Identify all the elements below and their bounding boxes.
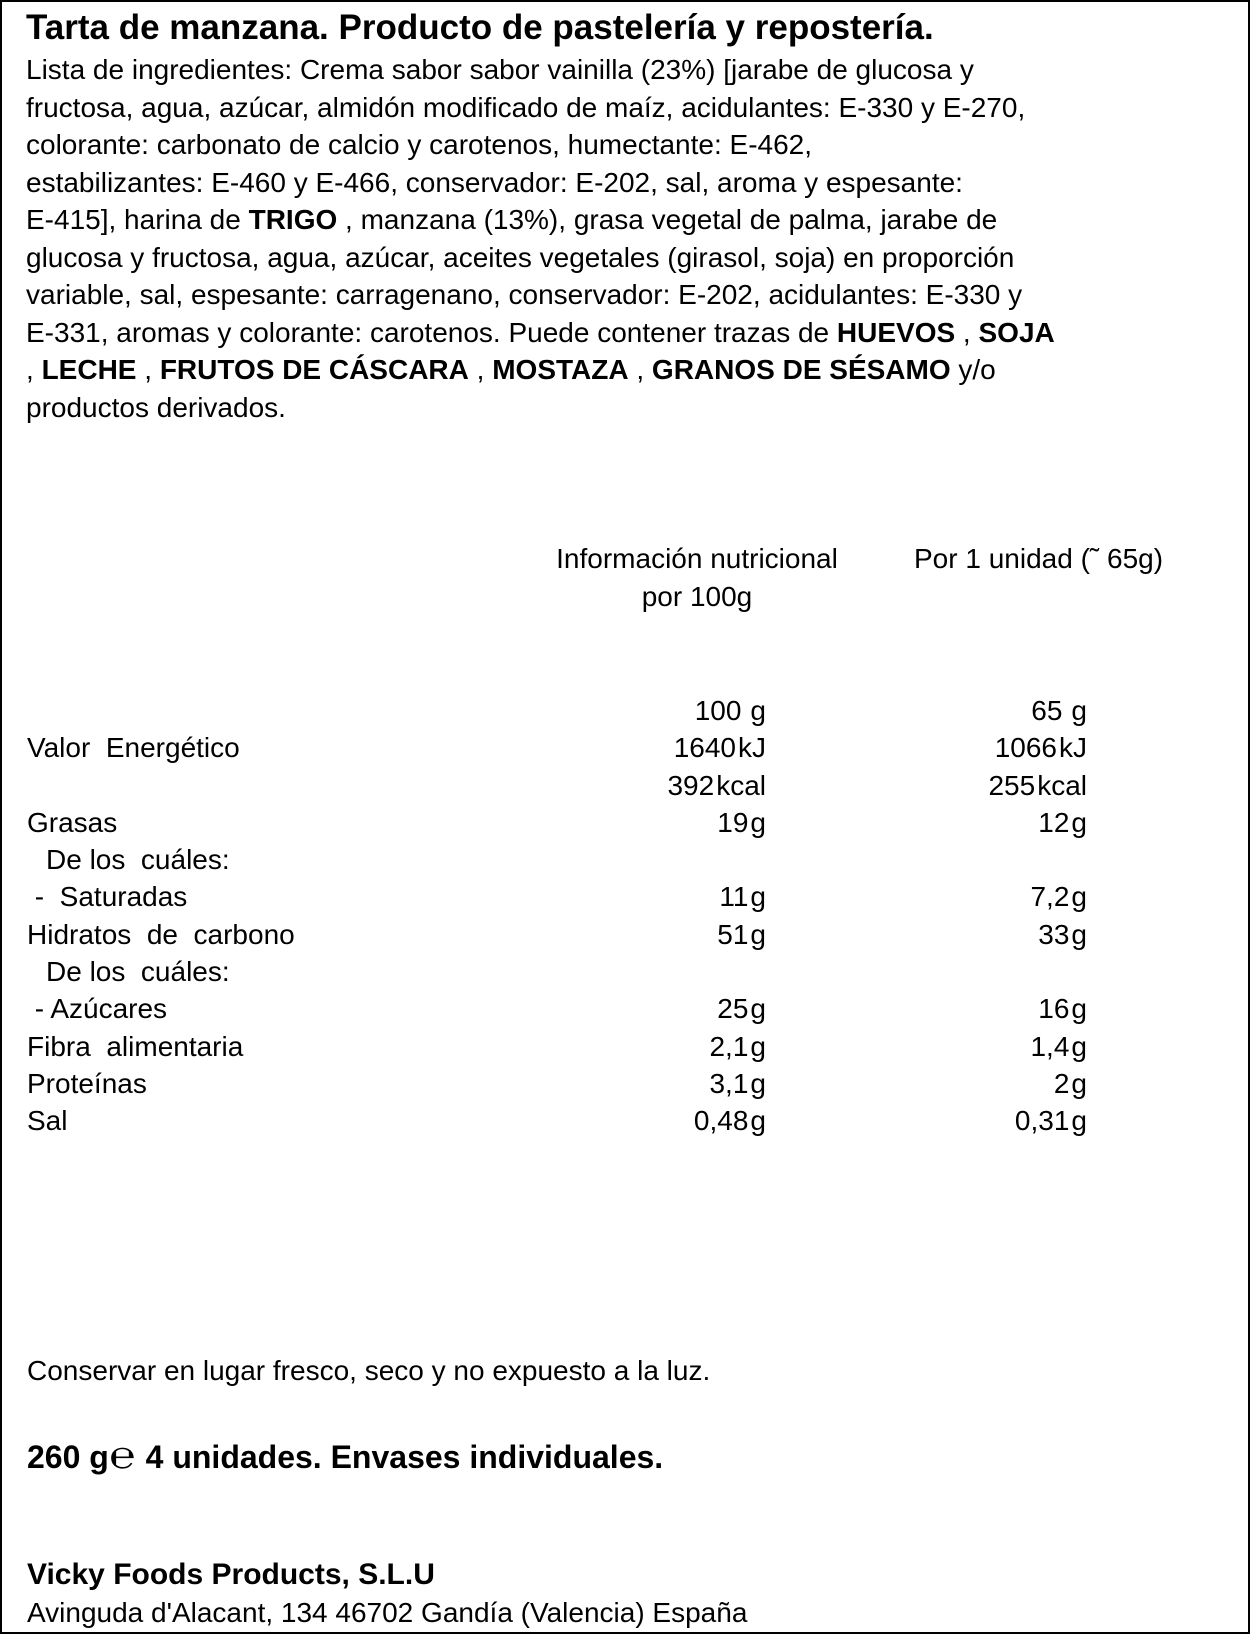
units-description: 4 unidades. Envases individuales. xyxy=(145,1439,664,1475)
nutrient-value-per-unit xyxy=(1030,878,1087,915)
company-address: Avinguda d'Alacant, 134 46702 Gandía (Valencia) España xyxy=(27,1597,748,1628)
ingredients-text: E-331, aromas y colorante: carotenos. Puede contener trazas de xyxy=(26,316,837,348)
nutrient-value-per-unit xyxy=(988,767,1087,804)
ingredients-text: , manzana (13%), grasa vegetal de palma, jarabe de xyxy=(337,204,998,235)
nutrient-value-per-unit xyxy=(995,729,1087,766)
value-number: 1066 xyxy=(994,732,1057,764)
nutrition-header-per-100g xyxy=(537,540,857,616)
nutrient-value-per-100g xyxy=(717,916,766,953)
nutrition-row xyxy=(27,1065,1227,1102)
nutrition-row xyxy=(27,1028,1227,1065)
ingredients-text: estabilizantes: E-460 y E-466, conservador: E-202, sal, aroma y espesante: xyxy=(26,166,963,198)
value-number: 11 xyxy=(719,881,749,913)
value-number: 25 xyxy=(717,993,749,1025)
value-unit: g xyxy=(750,1067,766,1099)
nutrient-value-per-100g xyxy=(695,692,766,729)
value-unit: g xyxy=(750,1105,766,1137)
value-number: 3,1 xyxy=(709,1067,749,1099)
nutrient-value-per-unit xyxy=(1054,1065,1087,1102)
storage-instructions: Conservar en lugar fresco, seco y no expuesto a la luz. xyxy=(27,1355,711,1386)
allergen: MOSTAZA xyxy=(492,354,629,385)
value-number: 1640 xyxy=(673,732,736,764)
value-unit: g xyxy=(1071,881,1087,913)
estimated-sign-icon: ℮ xyxy=(109,1435,136,1477)
net-weight-value: 260 g xyxy=(27,1439,109,1475)
ingredients-text: y/o xyxy=(950,354,996,385)
ingredients-text: , xyxy=(955,316,979,348)
value-unit: g xyxy=(1071,1105,1087,1137)
nutrition-header-line2: por 100g xyxy=(641,581,753,612)
nutrient-name: Grasas xyxy=(27,806,118,838)
ingredients-line xyxy=(26,389,1224,427)
nutrient-value-per-unit xyxy=(1085,841,1087,878)
nutrition-row xyxy=(27,1102,1227,1139)
value-number: 392 xyxy=(667,769,715,801)
value-unit: g xyxy=(1071,806,1087,838)
allergen: FRUTOS DE CÁSCARA xyxy=(159,354,469,385)
value-number: 33 xyxy=(1038,918,1070,950)
nutrient-value-per-unit xyxy=(1085,953,1087,990)
value-unit: g xyxy=(750,993,766,1025)
nutrition-header-per-unit: Por 1 unidad (˜ 65g) xyxy=(914,543,1164,574)
ingredients-line xyxy=(26,314,1224,352)
nutrient-value-per-unit xyxy=(1015,1102,1087,1139)
ingredients-text: productos derivados. xyxy=(26,391,286,423)
value-number: 7,2 xyxy=(1030,881,1070,913)
nutrient-name: Sal xyxy=(27,1105,68,1137)
value-number: 2 xyxy=(1053,1067,1070,1099)
nutrient-name: Valor Energético xyxy=(27,732,240,764)
nutrition-row xyxy=(27,841,1227,878)
ingredients-line xyxy=(26,201,1224,239)
value-unit: g xyxy=(750,806,766,838)
nutrient-name: - Saturadas xyxy=(27,881,188,913)
nutrient-value-per-100g xyxy=(709,1028,766,1065)
nutrient-value-per-100g xyxy=(674,729,766,766)
ingredients-line xyxy=(26,239,1224,277)
ingredients-text: , xyxy=(628,354,652,385)
nutrient-value-per-100g xyxy=(694,1102,766,1139)
nutrient-value-per-100g xyxy=(717,804,766,841)
ingredients-text: fructosa, agua, azúcar, almidón modificado de maíz, acidulantes: E-330 y E-270, xyxy=(26,91,1026,123)
nutrient-value-per-100g xyxy=(764,953,766,990)
value-unit: kJ xyxy=(1059,732,1087,764)
product-title: Tarta de manzana. Producto de pastelería y repostería. xyxy=(26,8,934,47)
value-number: 65 xyxy=(1031,695,1063,726)
ingredients-text: E-415], harina de xyxy=(26,204,249,235)
nutrient-value-per-unit xyxy=(1031,692,1087,729)
ingredients-line xyxy=(26,126,1224,164)
value-number: 2,1 xyxy=(709,1030,749,1062)
nutrient-name: - Azúcares xyxy=(27,993,168,1025)
value-number: 0,31 xyxy=(1014,1105,1070,1137)
nutrient-value-per-100g xyxy=(719,878,766,915)
nutrition-row xyxy=(27,804,1227,841)
value-unit: g xyxy=(1071,918,1087,950)
nutrient-name: De los cuáles: xyxy=(46,956,230,988)
net-weight xyxy=(27,1436,663,1477)
ingredients-text: Lista de ingredientes: Crema sabor sabor vainilla (23%) [jarabe de glucosa y xyxy=(26,54,974,85)
value-unit: g xyxy=(1071,1067,1087,1099)
nutrient-name: Proteínas xyxy=(27,1067,147,1099)
nutrient-value-per-unit xyxy=(1030,1028,1087,1065)
company-name: Vicky Foods Products, S.L.U xyxy=(27,1558,435,1591)
value-number: 100 xyxy=(694,695,742,726)
value-number: 12 xyxy=(1038,806,1070,838)
value-unit: kcal xyxy=(716,769,766,801)
value-number: 0,48 xyxy=(693,1105,749,1137)
value-unit: g xyxy=(1071,695,1087,726)
value-unit: g xyxy=(750,695,766,726)
nutrition-table xyxy=(27,692,1227,1140)
ingredients-line xyxy=(26,164,1224,202)
nutrient-value-per-unit xyxy=(1038,916,1087,953)
value-unit: g xyxy=(750,918,766,950)
value-number: 16 xyxy=(1038,993,1070,1025)
nutrition-row xyxy=(27,953,1227,990)
ingredients-text: glucosa y fructosa, agua, azúcar, aceites vegetales (girasol, soja) en proporción xyxy=(26,241,1015,273)
value-unit: kcal xyxy=(1037,769,1087,801)
ingredients-text: variable, sal, espesante: carragenano, conservador: E-202, acidulantes: E-330 y xyxy=(26,279,1023,310)
value-unit: g xyxy=(1071,1030,1087,1062)
nutrition-row xyxy=(27,916,1227,953)
nutrient-value-per-100g xyxy=(717,990,766,1027)
nutrition-row xyxy=(27,878,1227,915)
nutrition-row xyxy=(27,729,1227,766)
ingredients-line xyxy=(26,89,1224,127)
value-unit: g xyxy=(750,1030,766,1062)
nutrition-row xyxy=(27,990,1227,1027)
nutrition-header-line1: Información nutricional xyxy=(556,543,838,574)
nutrition-row xyxy=(27,767,1227,804)
nutrient-value-per-100g xyxy=(709,1065,766,1102)
ingredients-list xyxy=(26,51,1224,426)
value-unit: kJ xyxy=(738,732,766,764)
allergen: LECHE xyxy=(41,354,137,385)
nutrient-name: De los cuáles: xyxy=(46,844,230,876)
allergen: SOJA xyxy=(978,316,1055,348)
nutrient-value-per-unit xyxy=(1038,804,1087,841)
value-number: 255 xyxy=(988,769,1036,801)
nutrient-name: Hidratos de carbono xyxy=(27,918,295,950)
value-number: 1,4 xyxy=(1030,1030,1070,1062)
ingredients-line xyxy=(26,351,1224,389)
allergen: GRANOS DE SÉSAMO xyxy=(651,354,951,385)
nutrient-name: Fibra alimentaria xyxy=(27,1030,244,1062)
ingredients-line xyxy=(26,51,1224,89)
value-unit: g xyxy=(1071,993,1087,1025)
nutrient-value-per-100g xyxy=(764,841,766,878)
value-number: 51 xyxy=(717,918,749,950)
allergen: TRIGO xyxy=(248,204,338,235)
ingredients-text: , xyxy=(468,354,493,385)
allergen: HUEVOS xyxy=(836,316,956,348)
ingredients-line xyxy=(26,276,1224,314)
value-unit: g xyxy=(750,881,766,913)
ingredients-text: , xyxy=(26,354,42,385)
ingredients-text: colorante: carbonato de calcio y carotenos, humectante: E-462, xyxy=(26,129,813,160)
ingredients-text: , xyxy=(136,354,160,385)
nutrition-row xyxy=(27,692,1227,729)
value-number: 19 xyxy=(717,806,749,838)
nutrient-value-per-100g xyxy=(667,767,766,804)
nutrient-value-per-unit xyxy=(1038,990,1087,1027)
